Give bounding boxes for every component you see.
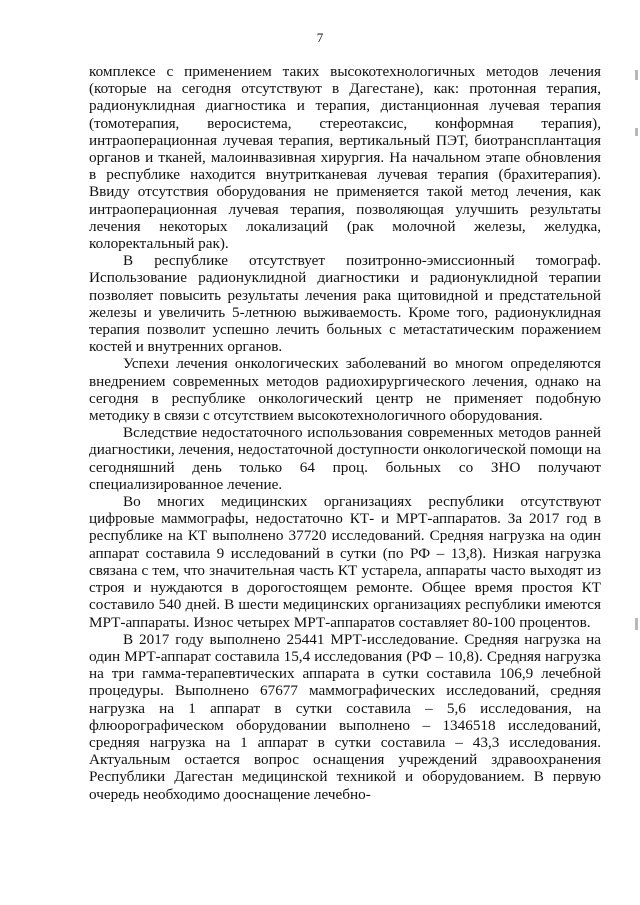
paragraph-3: Успехи лечения онкологических заболеваний во многом определяются внедрением современных методов радиохирургического лечения, однако на сегодня в республике онкологический центр не применяет подобную методику в связи с отсутствием высокотехнологичного оборудования. <box>89 355 601 425</box>
paragraph-2: В республике отсутствует позитронно-эмиссионный томограф. Использование радионуклидной диагностики и радионуклидной терапии позволяет повысить результаты лечения рака щитовидной и предстательной железы и увеличить 5-летнюю выживаемость. Кроме того, радионуклидная терапия позволит успешно лечить больных с метастатическим поражением костей и внутренних органов. <box>89 252 601 356</box>
scan-edge-mark <box>635 128 638 136</box>
paragraph-4: Вследствие недостаточного использования современных методов ранней диагностики, лечения, недостаточной доступности онкологической помощи на сегодняшний день только 64 проц. больных со ЗНО получают специализированное лечение. <box>89 424 601 493</box>
scan-edge-mark <box>635 618 638 630</box>
scan-edge-mark <box>635 70 638 80</box>
paragraph-5: Во многих медицинских организациях республики отсутствуют цифровые маммографы, недостаточно КТ- и МРТ-аппаратов. За 2017 год в республике на КТ выполнено 37720 исследований. Средняя нагрузка на один аппарат составила 9 исследований в сутки (по РФ – 13,8). Низкая нагрузка связана с тем, что значительная часть КТ устарела, аппараты часто выходят из строя и нуждаются в дорогостоящем ремонте. Общее время простоя КТ составило 540 дней. В шести медицинских организациях республики имеются МРТ-аппараты. Износ четырех МРТ-аппаратов составляет 80-100 процентов. <box>89 493 601 631</box>
paragraph-6: В 2017 году выполнено 25441 МРТ-исследование. Средняя нагрузка на один МРТ-аппарат составила 15,4 исследования (РФ – 10,8). Средняя нагрузка на три гамма-терапевтических аппарата в сутки составила 106,9 лечебной процедуры. Выполнено 67677 маммографических исследований, средняя нагрузка на 1 аппарат в сутки составила – 5,6 исследования, на флюорографическом оборудовании выполнено – 1346518 исследований, средняя нагрузка на 1 аппарат в сутки составила – 43,3 исследования. Актуальным остается вопрос оснащения учреждений здравоохранения Республики Дагестан медицинской техникой и оборудованием. В первую очередь необходимо дооснащение лечебно- <box>89 630 601 803</box>
paragraph-1: комплексе с применением таких высокотехнологичных методов лечения (которые на сегодня отсутствуют в Дагестане), как: протонная терапия, радионуклидная диагностика и терапия, дистанционная лучевая терапия (томотерапия, веросистема, стереотаксис, конформная терапия), интраоперационная лучевая терапия, вертикальный ПЭТ, биотрансплантация органов и тканей, малоинвазивная хирургия. На начальном этапе обновления в республике находится внутритканевая лучевая терапия (брахитерапия). Ввиду отсутствия оборудования не применяется такой метод лечения, как интраоперационная лучевая терапия, позволяющая улучшить результаты лечения некоторых локализаций (рак молочной железы, желудка, колоректальный рак). <box>89 63 601 253</box>
body-text <box>89 63 601 803</box>
page-number: 7 <box>316 30 324 45</box>
